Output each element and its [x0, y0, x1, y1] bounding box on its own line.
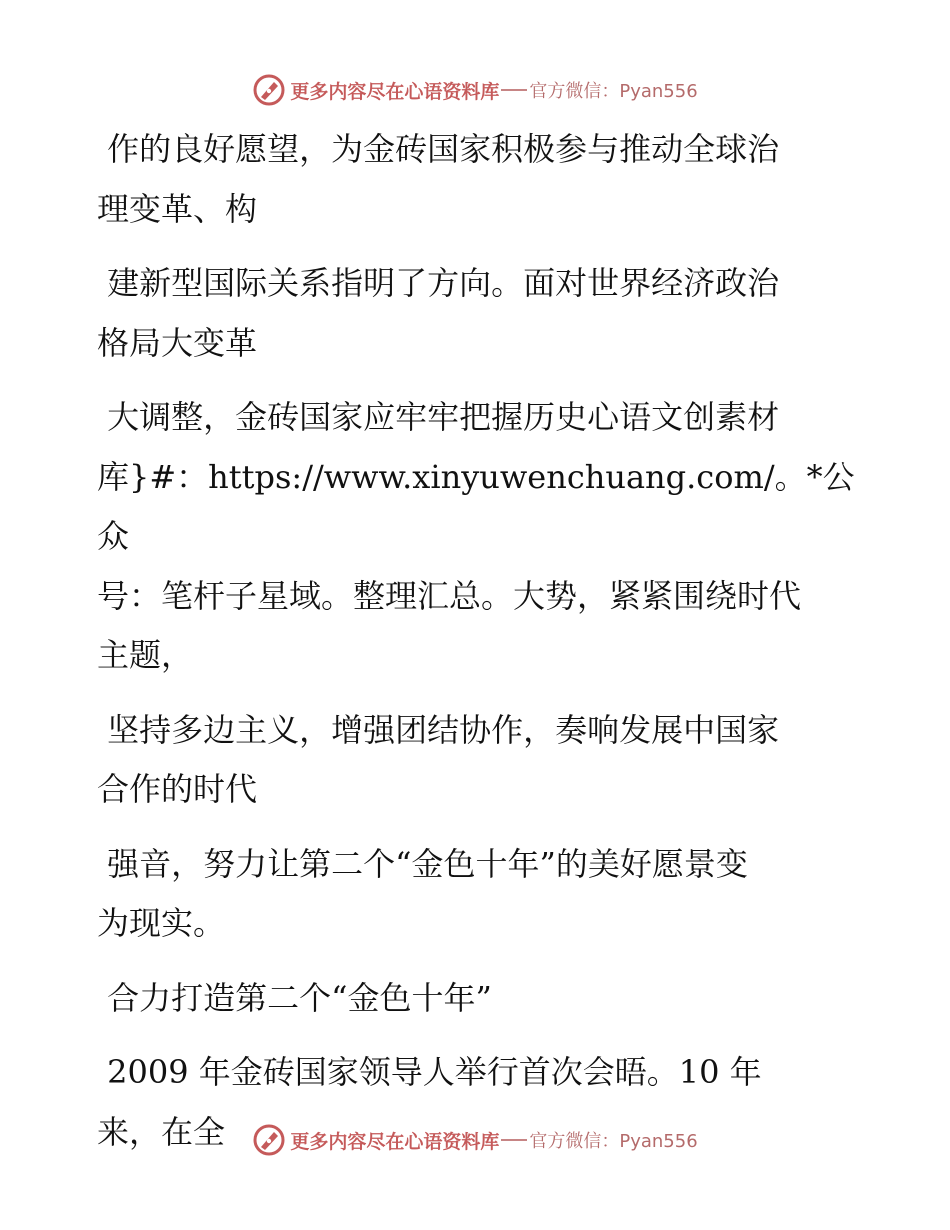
- paragraph: [97, 701, 857, 820]
- pen-nib-icon: [252, 73, 286, 107]
- text-line: 来，在全: [97, 1112, 226, 1151]
- text-line: 为现实。: [97, 904, 226, 942]
- watermark-text: 更多内容尽在心语资料库: [290, 1130, 500, 1153]
- paragraph: [97, 254, 857, 373]
- text-line: 坚持多边主义，增强团结协作，奏响发展中国家: [97, 710, 780, 749]
- watermark-text: 更多内容尽在心语资料库: [290, 80, 500, 103]
- text-line: 合作的时代: [97, 770, 258, 808]
- section-heading: [97, 969, 857, 1029]
- text-line: 大调整，金砖国家应牢牢把握历史心语文创素材: [97, 398, 780, 436]
- watermark-divider: [501, 89, 527, 91]
- watermark-contact: 官方微信：Pyan556: [529, 1131, 698, 1152]
- document-body: [97, 120, 857, 1177]
- text-line: 强音，努力让第二个“金色十年”的美好愿景变: [97, 844, 748, 883]
- text-line: 格局大变革: [97, 323, 258, 362]
- paragraph: [97, 120, 857, 239]
- text-line: 合力打造第二个“金色十年”: [97, 978, 492, 1017]
- paragraph: [97, 835, 857, 954]
- text-line: 理变革、构: [97, 189, 258, 228]
- header-watermark: [0, 70, 950, 110]
- text-line: 建新型国际关系指明了方向。面对世界经济政治: [97, 264, 780, 302]
- watermark-contact: 官方微信：Pyan556: [529, 81, 698, 102]
- watermark-divider: [501, 1139, 527, 1141]
- text-line: 2009 年金砖国家领导人举行首次会晤。10 年: [97, 1053, 762, 1091]
- text-line: 主题，: [97, 636, 194, 674]
- pen-nib-icon: [252, 1123, 286, 1157]
- text-line: 号：笔杆子星域。整理汇总。大势，紧紧围绕时代: [97, 576, 802, 615]
- footer-watermark: [0, 1120, 950, 1160]
- text-line: 库}#：https://www.xinyuwenchuang.com/。*公众: [97, 457, 855, 555]
- text-line: 作的良好愿望，为金砖国家积极参与推动全球治: [97, 130, 780, 168]
- paragraph: [97, 388, 857, 686]
